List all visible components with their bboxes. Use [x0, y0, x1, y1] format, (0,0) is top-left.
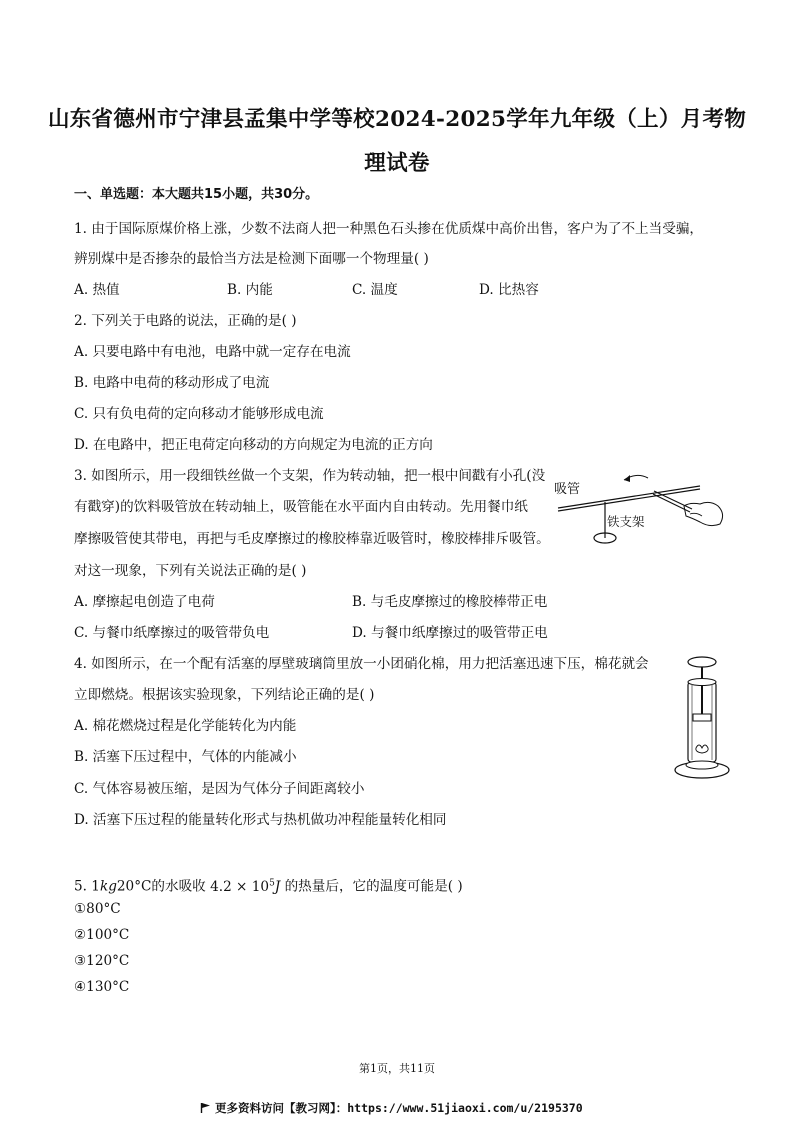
- q3-option-b: B. 与毛皮摩擦过的橡胶棒带正电: [352, 594, 548, 610]
- q1-option-a: A. 热值: [74, 282, 120, 298]
- q1-stem-line2: 辨别煤中是否掺杂的最恰当方法是检测下面哪一个物理量( ): [74, 251, 429, 267]
- q4-option-c: C. 气体容易被压缩，是因为气体分子间距离较小: [74, 781, 365, 797]
- fig-label-stand: 铁支架: [607, 514, 645, 529]
- page-title-line2: 理试卷: [364, 151, 430, 176]
- q1-stem-line1: 1. 由于国际原煤价格上涨，少数不法商人把一种黑色石头掺在优质煤中高价出售，客户为了不上当受骗，: [74, 221, 704, 237]
- q1-option-b: B. 内能: [227, 282, 273, 298]
- q1-option-c: C. 温度: [352, 282, 398, 298]
- q5-option-1: ①80°C: [74, 901, 121, 917]
- straw-stand-figure: [550, 466, 730, 554]
- q4-stem-line1: 4. 如图所示，在一个配有活塞的厚壁玻璃筒里放一小团硝化棉，用力把活塞迅速下压，棉花就会: [74, 656, 649, 672]
- q3-option-d: D. 与餐巾纸摩擦过的吸管带正电: [352, 625, 548, 641]
- q1-option-d: D. 比热容: [479, 282, 539, 298]
- q5-stem: 5. 1kg20°C的水吸收 $4.2 \times 10^5J$ 的热量后，它的温度可能是( ): [74, 878, 463, 895]
- page-footer: 第1页，共11页: [359, 1062, 435, 1075]
- q2-option-b: B. 电路中电荷的移动形成了电流: [74, 375, 270, 391]
- piston-knob: [688, 657, 716, 667]
- piston-cylinder-figure: [670, 654, 734, 784]
- q4-option-a: A. 棉花燃烧过程是化学能转化为内能: [74, 718, 297, 734]
- fig-label-straw: 吸管: [554, 482, 581, 497]
- q2-option-a: A. 只要电路中有电池，电路中就一定存在电流: [74, 344, 351, 360]
- q2-option-d: D. 在电路中，把正电荷定向移动的方向规定为电流的正方向: [74, 437, 433, 453]
- q3-option-c: C. 与餐巾纸摩擦过的吸管带负电: [74, 625, 270, 641]
- q3-stem-line4: 对这一现象，下列有关说法正确的是( ): [74, 563, 307, 579]
- q3-stem-line1: 3. 如图所示，用一段细铁丝做一个支架，作为转动轴，把一根中间戳有小孔(没: [74, 468, 546, 484]
- q4-option-b: B. 活塞下压过程中，气体的内能减小: [74, 749, 297, 765]
- piston: [693, 714, 711, 721]
- q5-option-3: ③120°C: [74, 953, 130, 969]
- q4-option-d: D. 活塞下压过程的能量转化形式与热机做功冲程能量转化相同: [74, 812, 447, 828]
- q2-option-c: C. 只有负电荷的定向移动才能够形成电流: [74, 406, 324, 422]
- q5-option-2: ②100°C: [74, 927, 130, 943]
- section-heading: 一、单选题：本大题共15小题，共30分。: [74, 187, 319, 202]
- hand-icon: [684, 502, 723, 525]
- bottom-banner[interactable]: 更多资料访问【教习网】：https://www.51jiaoxi.com/u/2195370: [200, 1100, 583, 1116]
- flag-icon: [200, 1102, 211, 1113]
- q3-stem-line3: 摩擦吸管使其带电，再把与毛皮摩擦过的橡胶棒靠近吸管时，橡胶棒排斥吸管。: [74, 531, 550, 547]
- q2-stem: 2. 下列关于电路的说法，正确的是( ): [74, 313, 297, 329]
- q4-stem-line2: 立即燃烧。根据该实验现象，下列结论正确的是( ): [74, 687, 375, 703]
- q5-option-4: ④130°C: [74, 979, 130, 995]
- q3-stem-line2: 有戳穿)的饮料吸管放在转动轴上，吸管能在水平面内自由转动。先用餐巾纸: [74, 499, 528, 515]
- page-title-line1: 山东省德州市宁津县孟集中学等校2024-2025学年九年级（上）月考物: [47, 107, 747, 132]
- cotton: [696, 745, 708, 753]
- q3-option-a: A. 摩擦起电创造了电荷: [74, 594, 215, 610]
